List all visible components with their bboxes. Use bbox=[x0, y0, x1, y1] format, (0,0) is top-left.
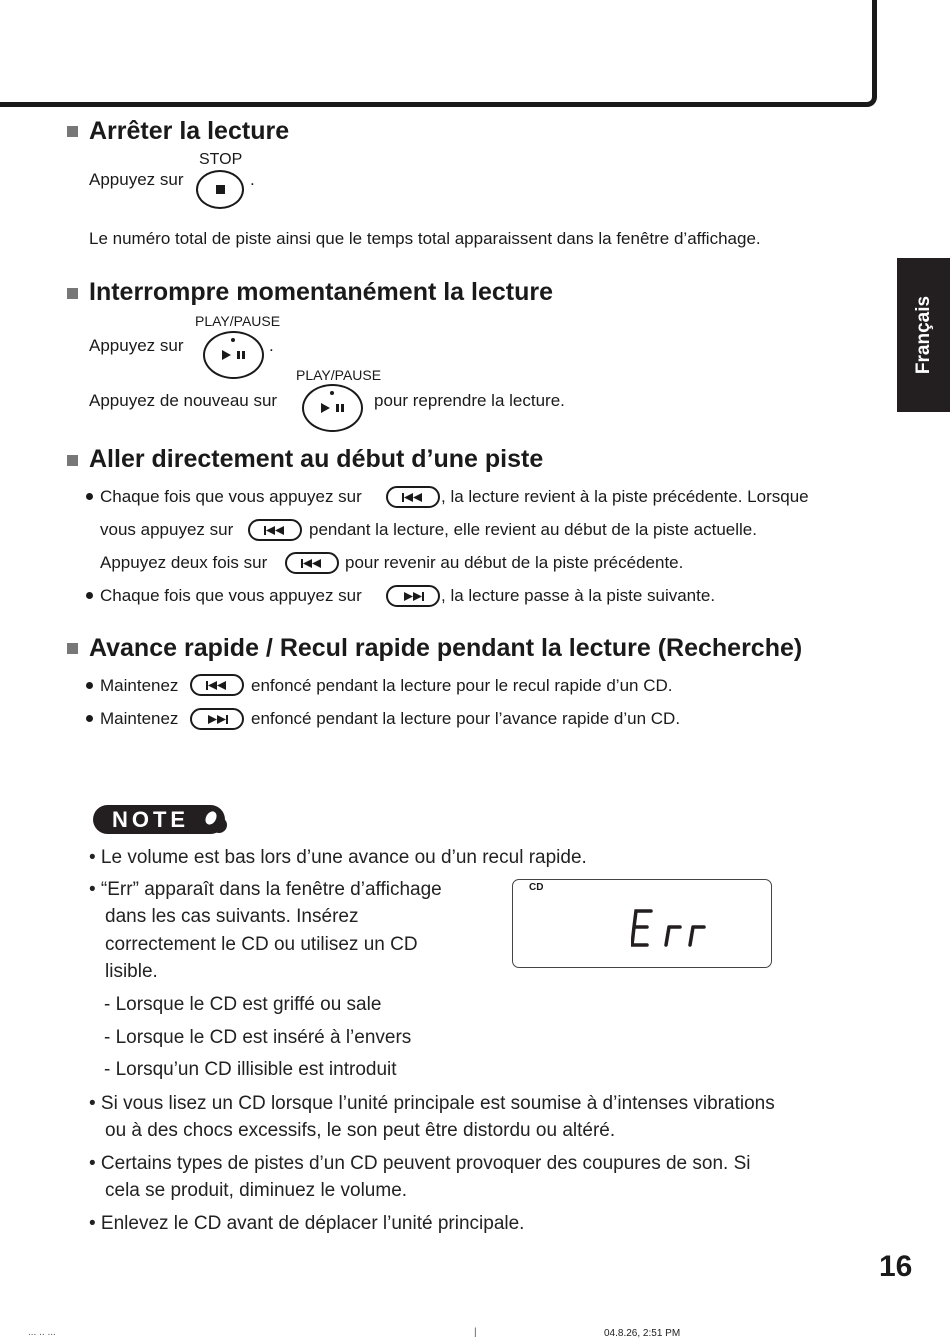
indicator-dot bbox=[330, 391, 334, 395]
page-number: 16 bbox=[879, 1250, 913, 1283]
note-item-cont: lisible. bbox=[105, 961, 158, 982]
section-bullet bbox=[67, 643, 78, 654]
period: . bbox=[250, 170, 255, 189]
bullet-dot bbox=[86, 715, 93, 722]
skip-line2-text-cont: pendant la lecture, elle revient au début de la piste actuelle. bbox=[309, 520, 757, 539]
note-item: • Si vous lisez un CD lorsque l’unité principale est soumise à d’intenses vibrations bbox=[89, 1093, 775, 1114]
press-text: Appuyez sur bbox=[89, 336, 184, 355]
skip-previous-button bbox=[248, 519, 302, 541]
skip-next-icon bbox=[401, 592, 425, 601]
resume-text: pour reprendre la lecture. bbox=[374, 391, 565, 410]
language-tab bbox=[897, 258, 950, 412]
search-line2-text-cont: enfoncé pendant la lecture pour l’avance rapide d’un CD. bbox=[251, 709, 681, 728]
stop-button-label: STOP bbox=[199, 151, 243, 168]
period: . bbox=[269, 336, 274, 355]
bullet-dot bbox=[86, 682, 93, 689]
skip-previous-icon bbox=[263, 526, 287, 535]
stop-info-text: Le numéro total de piste ainsi que le temps total apparaissent dans la fenêtre d’affichage. bbox=[89, 229, 761, 248]
press-again-text: Appuyez de nouveau sur bbox=[89, 391, 278, 410]
indicator-dot bbox=[231, 338, 235, 342]
stop-square-icon bbox=[216, 185, 225, 194]
search-line1-text: Maintenez bbox=[100, 676, 179, 695]
skip-line3-text: Appuyez deux fois sur bbox=[100, 553, 268, 572]
skip-previous-button bbox=[285, 552, 339, 574]
press-text: Appuyez sur bbox=[89, 170, 184, 189]
note-item-cont: ou à des chocs excessifs, le son peut être distordu ou altéré. bbox=[105, 1120, 616, 1141]
section-bullet bbox=[67, 455, 78, 466]
skip-line1-text-cont: , la lecture revient à la piste précédente. Lorsque bbox=[441, 487, 809, 506]
bullet-dot bbox=[86, 493, 93, 500]
footer-timestamp: 04.8.26, 2:51 PM bbox=[604, 1328, 681, 1339]
note-item-cont: correctement le CD ou utilisez un CD bbox=[105, 934, 418, 955]
note-sub-item: - Lorsqu’un CD illisible est introduit bbox=[104, 1059, 397, 1080]
play-pause-button-label: PLAY/PAUSE bbox=[195, 313, 281, 329]
play-pause-button bbox=[302, 384, 363, 432]
section-title-stop: Arrêter la lecture bbox=[89, 117, 290, 145]
lcd-err-segments bbox=[631, 907, 721, 951]
skip-next-button bbox=[190, 708, 244, 730]
stop-button bbox=[196, 170, 244, 209]
play-pause-icon bbox=[220, 349, 248, 361]
section-title-skip: Aller directement au début d’une piste bbox=[89, 445, 544, 473]
skip-previous-button bbox=[190, 674, 244, 696]
skip-line1-text: Chaque fois que vous appuyez sur bbox=[100, 487, 362, 506]
footer-left: ... .. ... bbox=[28, 1327, 56, 1338]
note-item: • Enlevez le CD avant de déplacer l’unité principale. bbox=[89, 1213, 525, 1234]
play-pause-button-label: PLAY/PAUSE bbox=[296, 367, 382, 383]
note-item-cont: cela se produit, diminuez le volume. bbox=[105, 1180, 408, 1201]
search-line2-text: Maintenez bbox=[100, 709, 179, 728]
skip-line4-text-cont: , la lecture passe à la piste suivante. bbox=[441, 586, 716, 605]
language-tab-label: Français bbox=[912, 295, 934, 375]
skip-next-icon bbox=[205, 715, 229, 724]
note-item: • “Err” apparaît dans la fenêtre d’affichage bbox=[89, 879, 442, 900]
note-item: • Le volume est bas lors d’une avance ou d’un recul rapide. bbox=[89, 847, 587, 868]
lcd-cd-label: CD bbox=[529, 882, 544, 893]
note-badge-label: NOTE bbox=[111, 807, 190, 832]
lcd-display bbox=[512, 879, 772, 968]
skip-previous-button bbox=[386, 486, 440, 508]
search-line1-text-cont: enfoncé pendant la lecture pour le recul rapide d’un CD. bbox=[251, 676, 673, 695]
note-sub-item: - Lorsque le CD est griffé ou sale bbox=[104, 994, 382, 1015]
play-pause-button bbox=[203, 331, 264, 379]
bullet-dot bbox=[86, 592, 93, 599]
note-item-cont: dans les cas suivants. Insérez bbox=[105, 906, 359, 927]
skip-previous-icon bbox=[205, 681, 229, 690]
top-frame-border bbox=[0, 0, 877, 107]
section-bullet bbox=[67, 126, 78, 137]
note-sub-item: - Lorsque le CD est inséré à l’envers bbox=[104, 1027, 412, 1048]
skip-previous-icon bbox=[401, 493, 425, 502]
skip-line2-text: vous appuyez sur bbox=[100, 520, 234, 539]
play-pause-icon bbox=[319, 402, 347, 414]
skip-next-button bbox=[386, 585, 440, 607]
skip-line3-text-cont: pour revenir au début de la piste précédente. bbox=[345, 553, 684, 572]
section-bullet bbox=[67, 288, 78, 299]
note-badge bbox=[93, 805, 227, 835]
section-title-search: Avance rapide / Recul rapide pendant la lecture (Recherche) bbox=[89, 634, 803, 662]
skip-previous-icon bbox=[300, 559, 324, 568]
note-item: • Certains types de pistes d’un CD peuvent provoquer des coupures de son. Si bbox=[89, 1153, 751, 1174]
footer-mark: | bbox=[474, 1327, 477, 1338]
skip-line4-text: Chaque fois que vous appuyez sur bbox=[100, 586, 362, 605]
section-title-pause: Interrompre momentanément la lecture bbox=[89, 278, 554, 306]
